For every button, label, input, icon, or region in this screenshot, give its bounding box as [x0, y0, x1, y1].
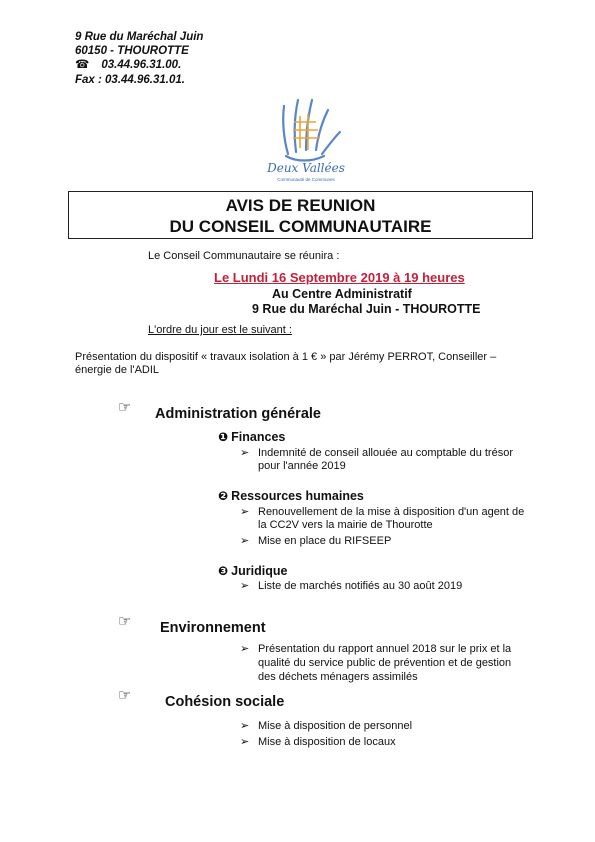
logo-subtitle: Communauté de Communes	[277, 177, 335, 182]
meeting-place: Au Centre Administratif	[272, 287, 412, 301]
section-title-cohesion: Cohésion sociale	[165, 694, 285, 710]
list-item: ➢ Mise à disposition de personnel	[240, 720, 413, 732]
arrow-icon: ➢	[240, 447, 250, 459]
pointing-hand-icon: ☞	[118, 687, 132, 704]
list-item-cont: des déchets ménagers assimilés	[258, 671, 418, 683]
list-item: ➢ Présentation du rapport annuel 2018 sur le prix et la	[240, 643, 512, 655]
title-box	[68, 191, 533, 239]
list-item: ➢ Mise en place du RIFSEEP	[240, 535, 392, 547]
presentation-line-2: énergie de l'ADIL	[75, 364, 160, 376]
address-fax: Fax : 03.44.96.31.01.	[75, 74, 185, 86]
intro-text: Le Conseil Communautaire se réunira :	[148, 250, 340, 262]
address-street: 9 Rue du Maréchal Juin	[75, 31, 204, 43]
list-item-cont: pour l'année 2019	[258, 460, 346, 472]
presentation-line-1: Présentation du dispositif « travaux isolation à 1 € » par Jérémy PERROT, Conseiller –	[75, 351, 497, 363]
agenda-intro: L'ordre du jour est le suivant :	[148, 324, 292, 336]
address-city: 60150 - THOUROTTE	[75, 45, 189, 57]
list-item: ➢ Indemnité de conseil allouée au comptable du trésor	[240, 447, 513, 459]
subsection-rh	[218, 489, 364, 503]
title-line-2: DU CONSEIL COMMUNAUTAIRE	[169, 217, 432, 236]
arrow-icon: ➢	[240, 643, 250, 655]
section-title-admin: Administration générale	[155, 406, 321, 422]
subsection-title: Ressources humaines	[231, 489, 364, 503]
meeting-date: Le Lundi 16 Septembre 2019 à 19 heures	[214, 270, 465, 285]
subsection-title: Finances	[231, 430, 286, 444]
list-item-cont: qualité du service public de prévention et de gestion	[258, 657, 512, 669]
arrow-icon: ➢	[240, 506, 250, 518]
logo-name: Deux Vallées	[267, 161, 345, 175]
deux-vallees-logo	[266, 92, 356, 184]
telephone-icon: ☎	[75, 59, 90, 71]
pointing-hand-icon: ☞	[118, 613, 132, 630]
list-item-cont: la CC2V vers la mairie de Thourotte	[258, 519, 433, 531]
arrow-icon: ➢	[240, 736, 250, 748]
number-3-icon: ❸	[218, 564, 229, 578]
subsection-finances	[218, 430, 285, 444]
section-title-environnement: Environnement	[160, 620, 266, 636]
title-line-1: AVIS DE REUNION	[225, 196, 376, 215]
list-item: ➢ Mise à disposition de locaux	[240, 736, 396, 748]
phone-number: 03.44.96.31.00.	[101, 59, 182, 71]
subsection-juridique	[218, 564, 287, 578]
meeting-address: 9 Rue du Maréchal Juin - THOUROTTE	[252, 302, 481, 316]
pointing-hand-icon: ☞	[118, 399, 132, 416]
number-2-icon: ❷	[218, 489, 229, 503]
arrow-icon: ➢	[240, 580, 250, 592]
list-item: ➢ Liste de marchés notifiés au 30 août 2019	[240, 580, 463, 592]
number-1-icon: ❶	[218, 430, 229, 444]
arrow-icon: ➢	[240, 720, 250, 732]
address-phone	[75, 58, 181, 72]
list-item: ➢ Renouvellement de la mise à disposition d'un agent de	[240, 506, 525, 518]
arrow-icon: ➢	[240, 535, 250, 547]
subsection-title: Juridique	[231, 564, 288, 578]
hand-logo-icon	[266, 92, 356, 184]
